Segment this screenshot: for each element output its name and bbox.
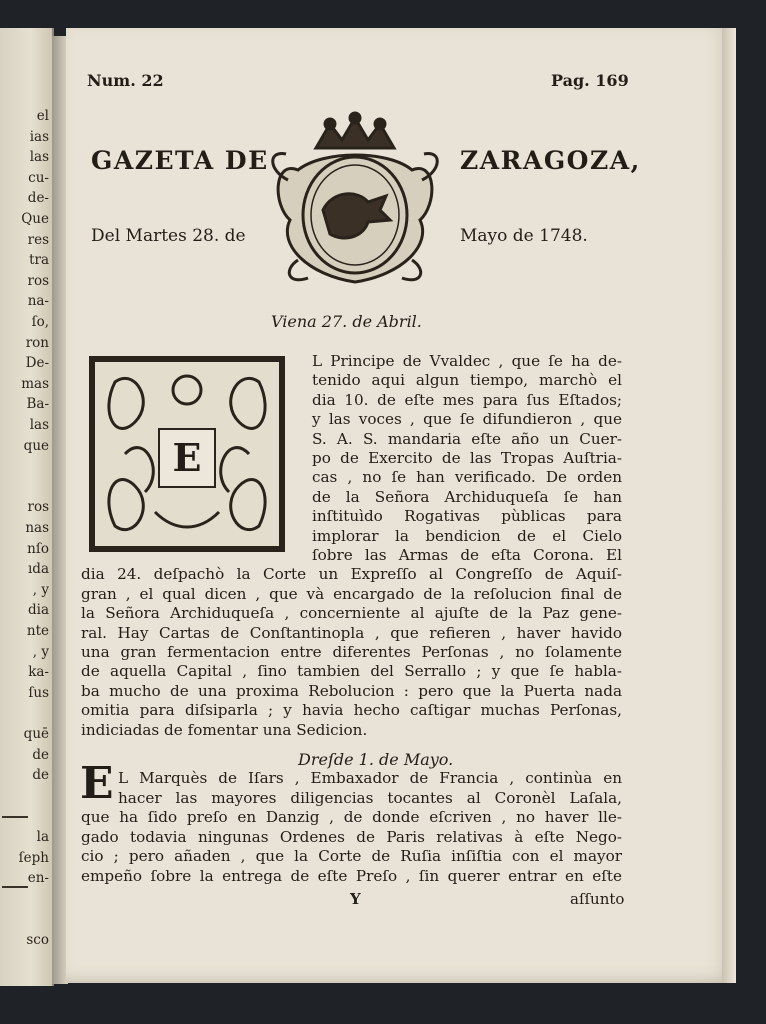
article-line: S. A. S. mandaria eſte año un Cuer- bbox=[312, 429, 622, 448]
left-page-rule bbox=[2, 886, 28, 888]
left-page bbox=[0, 28, 54, 986]
left-page-fragment: ias bbox=[29, 128, 49, 145]
dateline-viena: Viena 27. de Abril. bbox=[271, 312, 422, 331]
left-page-fragment: en- bbox=[27, 870, 49, 887]
article-line: gran , el qual dicen , que và encargado de la reſolucion final de bbox=[81, 584, 622, 603]
left-page-fragment: , y bbox=[32, 643, 49, 660]
initial-letter: E bbox=[80, 758, 114, 809]
left-page-fragment: ron bbox=[25, 334, 49, 351]
page-edge bbox=[722, 28, 736, 983]
article-line: empeño ſobre la entrega de eſte Preſo , ſin querer entrar en eſte bbox=[81, 867, 622, 885]
article-line: dia 24. deſpachò la Corte un Expreſſo al Congreſſo de Aquiſ- bbox=[81, 565, 622, 584]
left-page-fragment: dia bbox=[27, 602, 49, 619]
left-page-fragment: cu- bbox=[28, 169, 49, 186]
left-page-fragment: Ba- bbox=[26, 396, 49, 413]
dropcap-letter: E bbox=[158, 428, 216, 488]
left-page-fragment: el bbox=[36, 108, 49, 124]
article-line: ral. Hay Cartas de Conſtantinopla , que refieren , haver havido bbox=[81, 623, 622, 642]
dateline-dresde: Dreſde 1. de Mayo. bbox=[298, 750, 454, 769]
left-page-fragment: na- bbox=[27, 293, 49, 310]
article-line: hacer las mayores diligencias tocantes al Coronèl Laſala, bbox=[118, 788, 622, 807]
left-page-fragment: , y bbox=[32, 581, 49, 598]
left-page-fragment: de bbox=[32, 746, 49, 763]
left-page-fragment: mas bbox=[21, 375, 49, 392]
article-line: una gran fermentacion entre diferentes Perſonas , no ſolamente bbox=[81, 643, 622, 661]
article-line: cio ; pero añaden , que la Corte de Ruſia inſiſtia con el mayor bbox=[81, 847, 622, 866]
article-line: po de Exercito de las Tropas Auſtria- bbox=[312, 449, 622, 467]
left-page-fragment: que bbox=[23, 437, 49, 454]
article-line: inſtituìdo Rogativas pùblicas para bbox=[312, 507, 622, 526]
left-page-fragment: ſus bbox=[28, 684, 49, 701]
article-line: de aquella Capital , ſino tambien del Serrallo ; y que ſe habla- bbox=[81, 662, 622, 681]
coat-of-arms-icon bbox=[268, 110, 443, 290]
article-line: indiciadas de fomentar una Sedicion. bbox=[81, 720, 368, 739]
article-line: de la Señora Archiduqueſa ſe han bbox=[312, 487, 622, 506]
article-line: gado todavia ningunas Ordenes de Paris relativas à eſte Nego- bbox=[81, 827, 622, 846]
left-page-fragment: sco bbox=[26, 932, 49, 948]
left-page-fragment: nte bbox=[26, 623, 49, 639]
left-page-fragment: ſo, bbox=[31, 314, 49, 330]
left-page-fragment: de- bbox=[27, 190, 49, 207]
article-line: dia 10. de eſte mes para ſus Eſtados; bbox=[312, 390, 622, 409]
article-line: L Marquès de Iſars , Embaxador de Francia , continùa en bbox=[118, 769, 622, 787]
left-page-fragment: ka- bbox=[28, 664, 49, 681]
masthead-title-right: ZARAGOZA, bbox=[460, 146, 641, 175]
left-page-fragment: ros bbox=[27, 499, 49, 516]
left-page-fragment: Que bbox=[21, 211, 49, 227]
masthead-title-left: GAZETA DE bbox=[91, 146, 269, 175]
left-page-fragment: De- bbox=[25, 355, 49, 372]
article-line: omitia para diſsiparla ; y havia hecho caſtigar muchas Perſonas, bbox=[81, 701, 622, 720]
left-page-fragment: ſeph bbox=[18, 849, 49, 866]
left-page-fragment: las bbox=[29, 149, 49, 166]
signature-mark: Y bbox=[350, 890, 361, 908]
issue-number: Num. 22 bbox=[87, 71, 164, 90]
catchword: aſſunto bbox=[570, 890, 625, 908]
article-line: ba mucho de una proxima Rebolucion : pero que la Puerta nada bbox=[81, 681, 622, 700]
article-line: L Principe de Vvaldec , que ſe ha de- bbox=[312, 352, 622, 370]
article-line: y las voces , que ſe difundieron , que bbox=[312, 410, 622, 429]
left-page-fragment: nas bbox=[25, 520, 49, 536]
masthead-date-left: Del Martes 28. de bbox=[91, 226, 246, 246]
masthead-date-right: Mayo de 1748. bbox=[460, 226, 588, 246]
left-page-fragment: nſo bbox=[27, 540, 49, 557]
left-page-fragment: quē bbox=[23, 726, 49, 742]
left-page-fragment: de bbox=[32, 767, 49, 784]
article-line: cas , no ſe han verificado. De orden bbox=[312, 468, 622, 487]
left-page-fragment: las bbox=[29, 417, 49, 433]
article-line: ſobre las Armas de eſta Corona. El bbox=[312, 546, 622, 564]
article-line: tenido aqui algun tiempo, marchò el bbox=[312, 371, 622, 390]
article-line: que ha ſido preſo en Danzig , de donde eſcriven , no haver lle- bbox=[81, 808, 622, 827]
left-page-fragment: ros bbox=[27, 272, 49, 289]
left-page-rule bbox=[2, 816, 28, 818]
left-page-fragment: res bbox=[27, 231, 49, 248]
article-line: la Señora Archiduqueſa , concerniente al ajuſte de la Paz gene- bbox=[81, 604, 622, 623]
article-line: implorar la bendicion de el Cielo bbox=[312, 526, 622, 545]
page-number: Pag. 169 bbox=[551, 71, 629, 90]
left-page-fragment: tra bbox=[29, 252, 49, 269]
left-page-fragment: ıda bbox=[27, 561, 49, 578]
left-page-fragment: la bbox=[36, 829, 49, 845]
